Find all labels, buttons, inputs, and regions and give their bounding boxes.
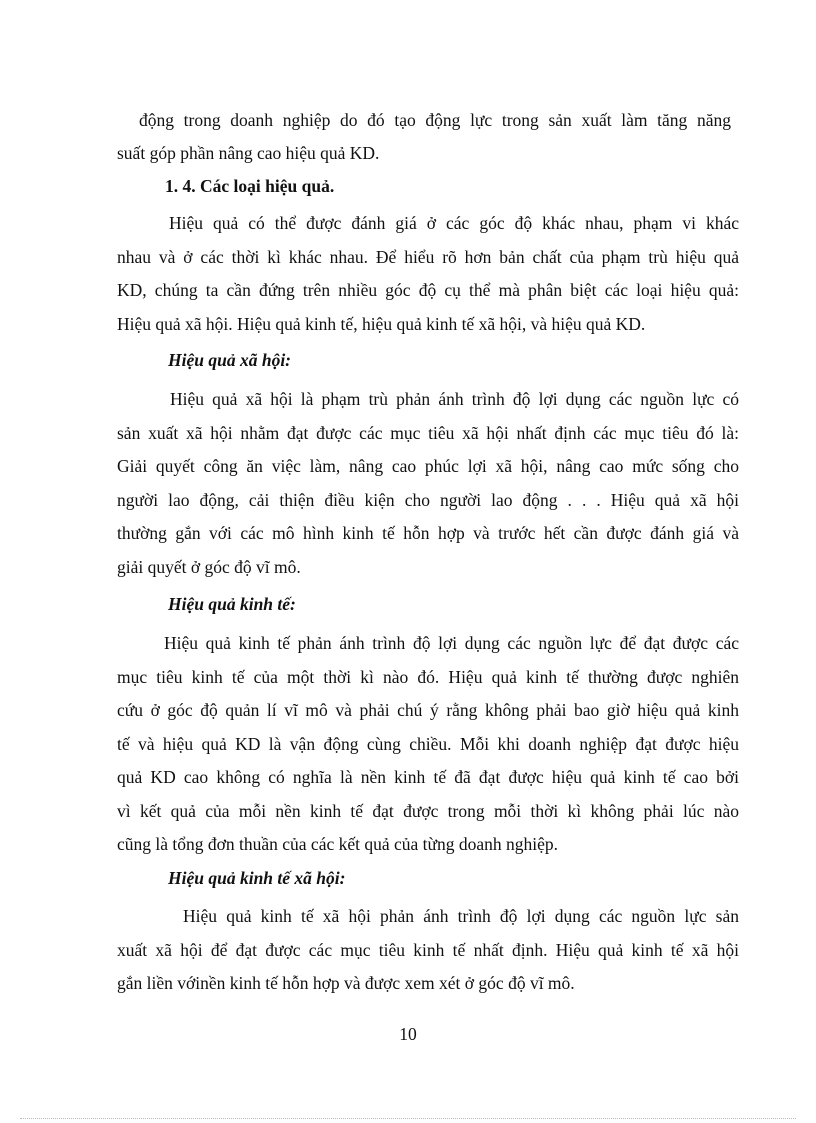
overview-line: KD, chúng ta cần đứng trên nhiều góc độ cụ thể mà phân biệt các loại hiệu quả:	[117, 280, 739, 300]
social-line: người lao động, cải thiện điều kiện cho người lao động . . . Hiệu quả xã hội	[117, 489, 739, 510]
economic-line: quả KD cao không có nghĩa là nền kinh tế đã đạt được hiệu quả kinh tế cao bởi	[117, 767, 739, 787]
overview-paragraph	[117, 207, 739, 341]
intro-paragraph	[139, 104, 731, 138]
page-number: 10	[399, 1024, 417, 1044]
page-border-divider	[20, 1118, 796, 1119]
economic-line: cứu ở góc độ quản lí vĩ mô và phải chú ý rằng không phải bao giờ hiệu quả kinh	[117, 700, 739, 720]
overview-line: Hiệu quả xã hội. Hiệu quả kinh tế, hiệu quả kinh tế xã hội, và hiệu quả KD.	[117, 313, 646, 334]
intro-paragraph-end	[117, 137, 731, 171]
economic-line: Hiệu quả kinh tế phản ánh trình độ lợi dụng các nguồn lực để đạt được các	[164, 633, 739, 653]
social-line: Giải quyết công ăn việc làm, nâng cao phúc lợi xã hội, nâng cao mức sống cho	[117, 456, 739, 476]
social-title: Hiệu quả xã hội:	[168, 350, 292, 370]
social-line: giải quyết ở góc độ vĩ mô.	[117, 556, 301, 577]
social-line: thường gắn với các mô hình kinh tế hỗn hợp và trước hết cần được đánh giá và	[117, 523, 739, 543]
economic-title: Hiệu quả kinh tế:	[168, 594, 296, 614]
section-heading: 1. 4. Các loại hiệu quả.	[165, 176, 335, 196]
economic-line: cũng là tổng đơn thuần của các kết quả của từng doanh nghiệp.	[117, 834, 559, 854]
economic-line: mục tiêu kinh tế của một thời kì nào đó. Hiệu quả kinh tế thường được nghiên	[117, 666, 739, 687]
intro-line: động trong doanh nghiệp do đó tạo động lực trong sản xuất làm tăng năng	[139, 110, 731, 130]
socio-economic-line: xuất xã hội để đạt được các mục tiêu kinh tế nhất định. Hiệu quả kinh tế xã hội	[117, 939, 739, 960]
social-paragraph	[117, 383, 739, 584]
socio-economic-title: Hiệu quả kinh tế xã hội:	[168, 868, 346, 888]
socio-economic-paragraph	[117, 900, 739, 1001]
economic-line: vì kết quả của mỗi nền kinh tế đạt được trong mỗi thời kì không phải lúc nào	[117, 800, 739, 821]
social-line: sản xuất xã hội nhằm đạt được các mục tiêu xã hội nhất định các mục tiêu đó là:	[117, 422, 739, 443]
intro-line: suất góp phần nâng cao hiệu quả KD.	[117, 143, 380, 163]
economic-paragraph	[117, 627, 739, 862]
socio-economic-line: Hiệu quả kinh tế xã hội phản ánh trình độ lợi dụng các nguồn lực sản	[183, 906, 739, 926]
social-line: Hiệu quả xã hội là phạm trù phản ánh trình độ lợi dụng các nguồn lực có	[170, 389, 739, 409]
overview-line: Hiệu quả có thể được đánh giá ở các góc độ khác nhau, phạm vi khác	[169, 213, 739, 233]
overview-line: nhau và ở các thời kì khác nhau. Để hiểu rõ hơn bản chất của phạm trù hiệu quả	[117, 246, 739, 267]
socio-economic-line: gắn liền vớinền kinh tế hỗn hợp và được xem xét ở góc độ vĩ mô.	[117, 973, 575, 993]
economic-line: tế và hiệu quả KD là vận động cùng chiều. Mỗi khi doanh nghiệp đạt được hiệu	[117, 733, 739, 754]
